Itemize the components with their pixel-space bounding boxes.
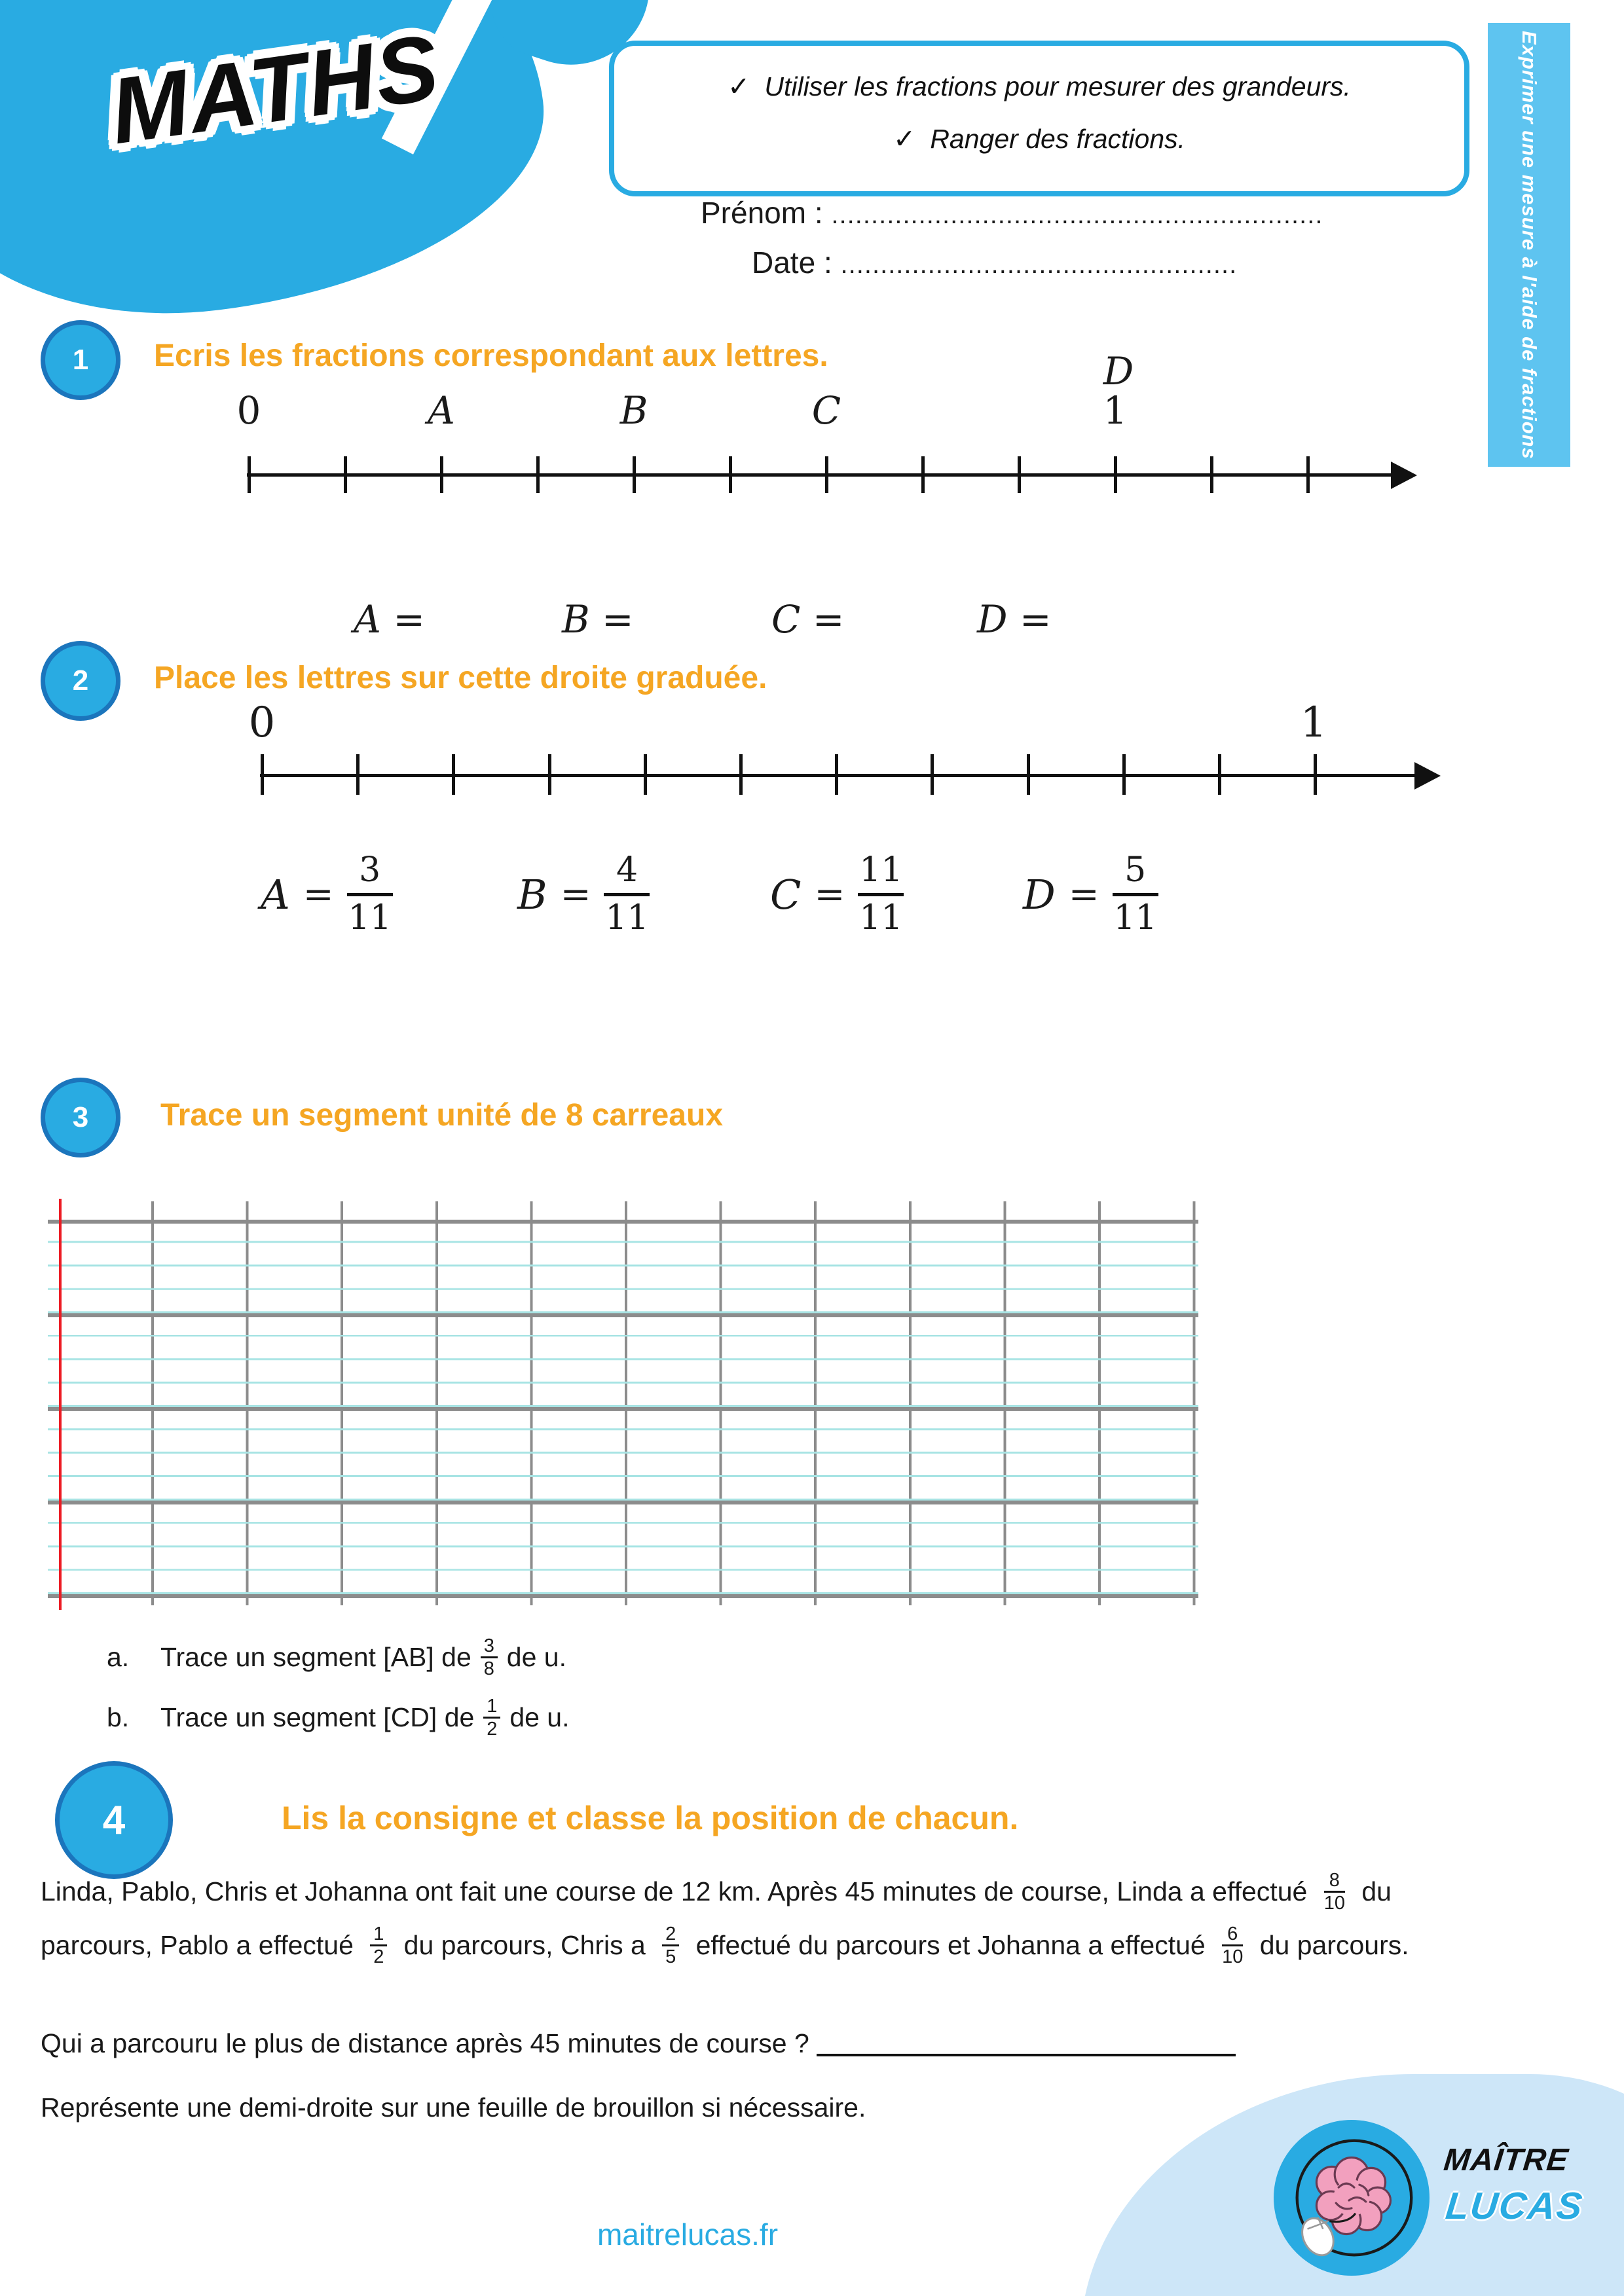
fraction-bar bbox=[604, 893, 650, 896]
denominator: 11 bbox=[859, 898, 903, 938]
number-line-label-1: 1 bbox=[1300, 699, 1327, 747]
fraction-bar bbox=[347, 893, 393, 896]
tick-mark bbox=[633, 456, 636, 493]
number-line-label-1: 1 bbox=[1103, 388, 1128, 433]
answer-blank-line bbox=[817, 2054, 1236, 2056]
ex4-paragraph bbox=[41, 1870, 1598, 1977]
fraction-stack bbox=[347, 851, 393, 938]
numerator: 11 bbox=[859, 850, 903, 890]
tick-mark bbox=[248, 456, 251, 493]
tick-mark bbox=[835, 754, 838, 795]
side-banner-lesson-title: Exprimer une mesure à l'aide de fractions bbox=[1488, 23, 1570, 467]
tick-mark bbox=[1314, 754, 1317, 795]
item-marker: b. bbox=[107, 1702, 130, 1733]
fraction-bar bbox=[858, 893, 904, 896]
denominator: 11 bbox=[1113, 898, 1157, 938]
objective-text: Utiliser les fractions pour mesurer des grandeurs. bbox=[764, 71, 1351, 101]
exercise-4-number-badge: 4 bbox=[55, 1761, 173, 1879]
number-line-label-C: C bbox=[811, 388, 841, 433]
ex1-number-line bbox=[247, 473, 1392, 477]
ex2-number-line-arrow bbox=[1414, 762, 1441, 790]
tick-mark bbox=[729, 456, 732, 493]
seyes-grid-paper bbox=[48, 1201, 1198, 1605]
exercise-3-title: Trace un segment unité de 8 carreaux bbox=[160, 1098, 724, 1133]
objectives-box bbox=[609, 41, 1469, 196]
brain-mouse-icon bbox=[1274, 2120, 1430, 2276]
fraction-letter: A bbox=[261, 870, 290, 919]
fraction-letter: B bbox=[517, 870, 547, 919]
fraction-letter: C bbox=[770, 870, 802, 919]
tick-mark bbox=[825, 456, 828, 493]
prenom-line bbox=[701, 195, 1323, 230]
denominator: 11 bbox=[348, 898, 392, 938]
check-icon: ✓ bbox=[893, 124, 916, 154]
number-line-label-D: D bbox=[1103, 349, 1134, 393]
fraction-stack bbox=[858, 851, 904, 938]
item-text: de u. bbox=[506, 1642, 566, 1673]
tick-mark bbox=[1210, 456, 1213, 493]
tick-mark bbox=[739, 754, 743, 795]
ex4-note-line: Représente une demi-droite sur une feuille de brouillon si nécessaire. bbox=[41, 2092, 866, 2123]
denominator: 2 bbox=[487, 1719, 498, 1740]
fraction-definition-C bbox=[770, 851, 904, 938]
numerator: 3 bbox=[483, 1635, 494, 1656]
numerator: 1 bbox=[487, 1696, 498, 1717]
tick-mark bbox=[644, 754, 647, 795]
exercise-2-number-badge: 2 bbox=[41, 641, 120, 721]
tick-mark bbox=[1306, 456, 1310, 493]
tick-mark bbox=[536, 456, 540, 493]
brand-lucas-text: LUCAS bbox=[1443, 2185, 1586, 2227]
objective-item bbox=[614, 123, 1464, 155]
maitre-lucas-logo-circle bbox=[1274, 2120, 1430, 2276]
objective-text: Ranger des fractions. bbox=[930, 124, 1186, 154]
item-text: Trace un segment [CD] de bbox=[160, 1702, 475, 1733]
exercise-1-title: Ecris les fractions correspondant aux lettres. bbox=[154, 338, 828, 373]
inline-fraction: 6 10 bbox=[1222, 1923, 1244, 1968]
numerator: 3 bbox=[359, 850, 381, 890]
fraction-definition-B bbox=[517, 851, 650, 938]
grid-margin-red-line bbox=[59, 1199, 62, 1610]
tick-mark bbox=[1218, 754, 1221, 795]
equals-sign: = bbox=[814, 873, 845, 916]
number-line-label-0: 0 bbox=[236, 388, 261, 433]
inline-fraction: 1 2 bbox=[370, 1923, 387, 1968]
number-line-label-B: B bbox=[619, 388, 648, 433]
equals-sign: = bbox=[303, 873, 334, 916]
tick-mark bbox=[1122, 754, 1126, 795]
tick-mark bbox=[261, 754, 264, 795]
number-line-label-A: A bbox=[428, 388, 455, 433]
ex1-answer-A: A = bbox=[354, 597, 425, 642]
tick-mark bbox=[356, 754, 360, 795]
equals-sign: = bbox=[560, 873, 591, 916]
ex1-answer-C: C = bbox=[771, 597, 845, 642]
ex4-question-line bbox=[41, 2028, 1236, 2059]
date-label: Date : bbox=[752, 246, 832, 280]
exercise-2-title: Place les lettres sur cette droite graduée. bbox=[154, 661, 767, 695]
tick-mark bbox=[440, 456, 443, 493]
date-line bbox=[752, 245, 1237, 280]
website-link-text: maitrelucas.fr bbox=[597, 2217, 779, 2251]
fraction-bar bbox=[1113, 893, 1158, 896]
fraction-definition-D bbox=[1023, 851, 1158, 938]
paragraph-line: parcours, Pablo a effectué 1 2 du parcours, Chris a 2 5 effectué du parcours et Johanna a effectué 6 10 du parcours. bbox=[41, 1923, 1409, 1968]
item-text: de u. bbox=[509, 1702, 570, 1733]
objective-item bbox=[614, 71, 1464, 102]
exercise-3-number-badge: 3 bbox=[41, 1078, 120, 1157]
prenom-label: Prénom : bbox=[701, 196, 823, 230]
tick-mark bbox=[548, 754, 551, 795]
tick-mark bbox=[1018, 456, 1021, 493]
item-text: Trace un segment [AB] de bbox=[160, 1642, 471, 1673]
prenom-dotted-blank: .............................................................. bbox=[831, 200, 1323, 229]
date-dotted-blank: .................................................. bbox=[840, 250, 1238, 279]
inline-fraction: 2 5 bbox=[662, 1923, 679, 1968]
instruction-item-a bbox=[107, 1635, 566, 1680]
inline-fraction bbox=[481, 1635, 498, 1680]
tick-mark bbox=[1027, 754, 1030, 795]
fraction-stack bbox=[1113, 851, 1158, 938]
numerator: 5 bbox=[1124, 850, 1147, 890]
denominator: 8 bbox=[483, 1658, 494, 1680]
brand-maitre-text: MAÎTRE bbox=[1442, 2143, 1570, 2178]
numerator: 4 bbox=[616, 850, 638, 890]
grid-horizontal-lines bbox=[48, 1220, 1198, 1598]
inline-fraction bbox=[483, 1696, 500, 1740]
paragraph-line: Linda, Pablo, Chris et Johanna ont fait une course de 12 km. Après 45 minutes de course, Linda a effectué 8 10 du bbox=[41, 1870, 1392, 1914]
item-marker: a. bbox=[107, 1642, 130, 1673]
fraction-stack bbox=[604, 851, 650, 938]
fraction-letter: D bbox=[1023, 870, 1056, 919]
ex1-answer-D: D = bbox=[977, 597, 1052, 642]
tick-mark bbox=[921, 456, 925, 493]
tick-mark bbox=[344, 456, 347, 493]
exercise-1-number-badge: 1 bbox=[41, 320, 120, 400]
exercise-4-title: Lis la consigne et classe la position de chacun. bbox=[282, 1800, 1019, 1836]
maths-logo-text: MATHS bbox=[104, 14, 446, 164]
number-line-label-0: 0 bbox=[248, 699, 276, 747]
equals-sign: = bbox=[1068, 873, 1099, 916]
check-icon: ✓ bbox=[728, 71, 750, 101]
ex1-number-line-arrow bbox=[1391, 462, 1417, 489]
denominator: 11 bbox=[605, 898, 649, 938]
ex1-answer-B: B = bbox=[562, 597, 634, 642]
question-text: Qui a parcouru le plus de distance après 45 minutes de course ? bbox=[41, 2028, 809, 2058]
inline-fraction: 8 10 bbox=[1323, 1870, 1345, 1914]
instruction-item-b bbox=[107, 1696, 570, 1740]
tick-mark bbox=[452, 754, 455, 795]
fraction-definition-A bbox=[261, 851, 393, 938]
tick-mark bbox=[1114, 456, 1117, 493]
tick-mark bbox=[931, 754, 934, 795]
